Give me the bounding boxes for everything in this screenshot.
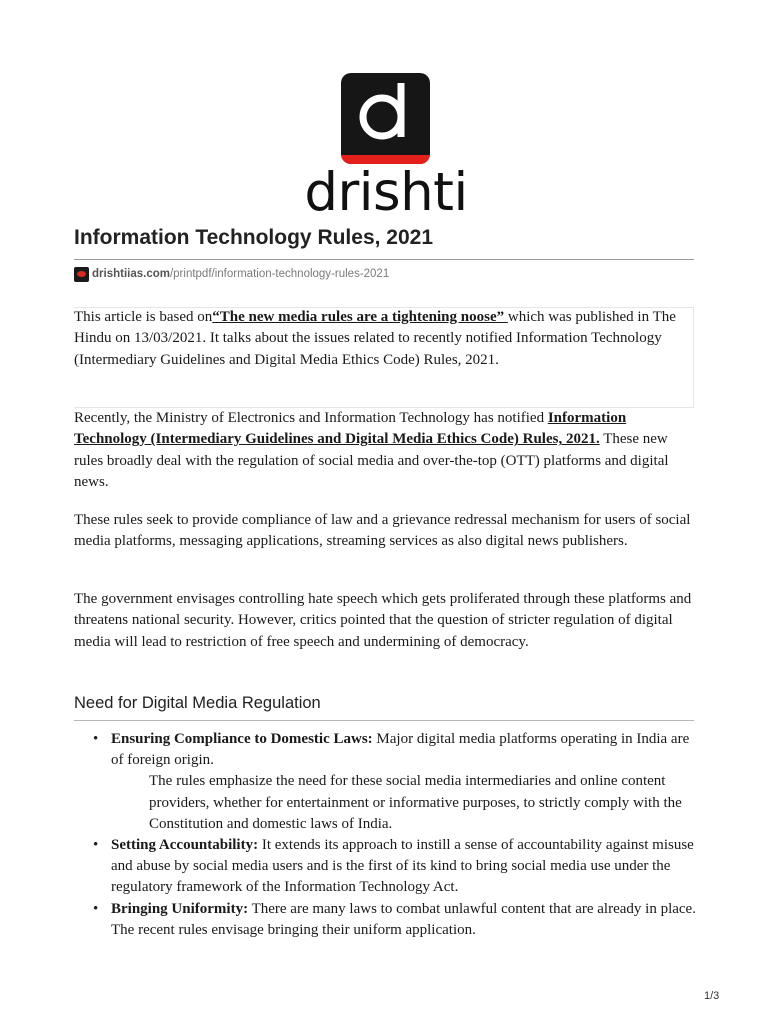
para1-prefix: Recently, the Ministry of Electronics and Information Technology has notified [74,410,548,426]
it-rules-link[interactable]: Information Technology (Intermediary Guidelines and Digital Media Ethics Code) Rules, 2021. [74,410,627,448]
source-link[interactable] [74,265,389,283]
intro-paragraph [74,307,698,371]
paragraph-rules-notified [74,408,698,494]
list-item [74,729,698,835]
drishti-favicon-icon [74,267,89,282]
bullet-icon: • [93,900,99,917]
drishti-logo-mark [341,73,430,164]
source-path: /printpdf/information-technology-rules-2021 [169,268,390,280]
paragraph-government: The government envisages controlling hate speech which gets proliferated through these platforms and threatens national security. However, critics pointed that the question of stricter regulation of digital media will lead to restriction of free speech and undermining of democracy. [74,591,692,650]
section-heading: Need for Digital Media Regulation [74,694,321,712]
title-divider [74,259,694,260]
list-item [74,835,698,899]
intro-article-link[interactable]: “The new media rules are a tightening noose” [212,309,508,325]
paragraph-compliance: These rules seek to provide compliance of law and a grievance redressal mechanism for users of social media platforms, messaging applications, streaming services as also digital news publishers. [74,512,691,550]
list-item-subtext: The rules emphasize the need for these social media intermediaries and online content providers, whether for entertainment or informative purposes, to strictly comply with the Constitution and domestic laws of India. [149,773,682,832]
list-item-text: Major digital media platforms operating in India are of foreign origin. [111,731,690,769]
drishti-wordmark: drishti [304,162,468,223]
regulation-needs-list [74,729,698,941]
list-item-text: There are many laws to combat unlawful content that are already in place. The recent rules envisage bringing their uniform application. [111,900,696,938]
intro-prefix: This article is based on [74,309,213,325]
para1-suffix: These new rules broadly deal with the regulation of social media and over-the-top (OTT) platforms and digital news. [74,431,669,491]
list-item [74,899,698,941]
drishti-d-icon [341,73,430,164]
list-item-term: Bringing Uniformity: [111,900,249,917]
source-domain: drishtiias.com [92,268,170,280]
list-item-text: It extends its approach to instill a sense of accountability against misuse and abuse by social media users and is the first of its kind to bring social media use under the regulatory framework of the Information Technology Act. [111,837,694,896]
list-item-term: Ensuring Compliance to Domestic Laws: [111,731,373,747]
page-number: 1/3 [704,990,720,1002]
bullet-icon: • [93,837,99,854]
bullet-icon: • [93,731,99,747]
list-item-term: Setting Accountability: [111,837,259,854]
page-title: Information Technology Rules, 2021 [74,226,434,249]
intro-suffix: which was published in The Hindu on 13/03/2021. It talks about the issues related to recently notified Information Technology (Intermediary Guidelines and Digital Media Ethics Code) Rules, 2021. [74,309,676,368]
section-divider [74,720,694,721]
